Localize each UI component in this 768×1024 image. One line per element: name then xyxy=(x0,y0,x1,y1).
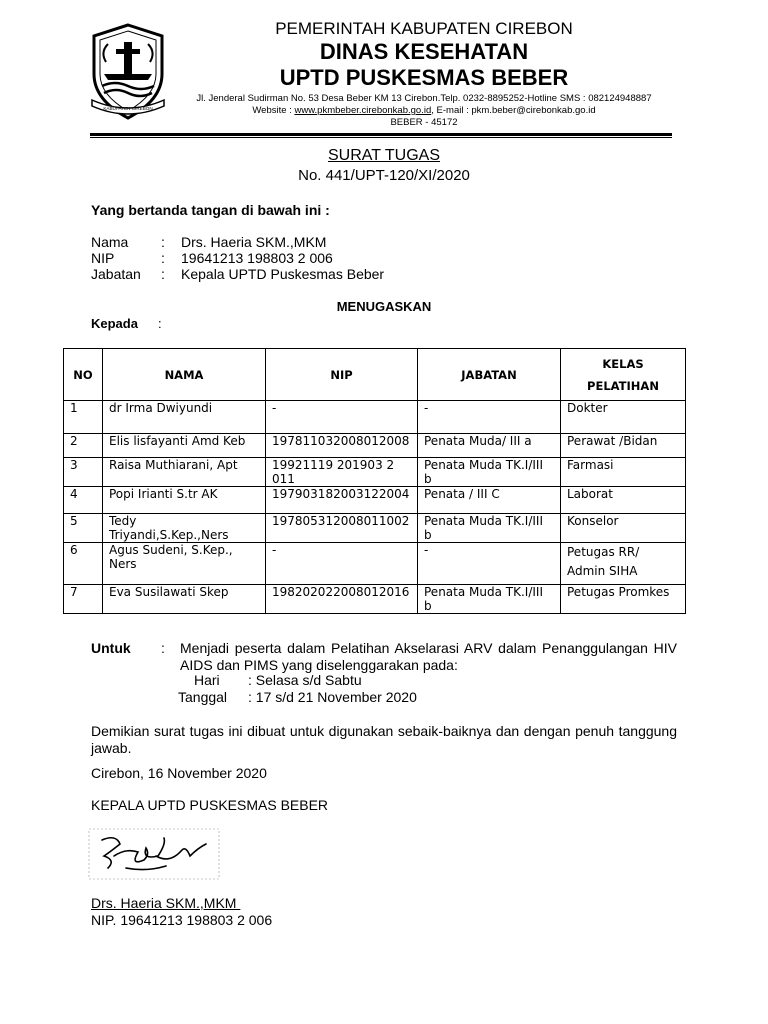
purpose-label: Untuk xyxy=(91,640,131,656)
cell-jabatan: - xyxy=(418,401,561,434)
cell-no: 7 xyxy=(64,585,103,614)
to-label: Kepada xyxy=(91,316,138,331)
col-kelas: KELAS PELATIHAN xyxy=(561,349,686,401)
cell-jabatan: Penata / III C xyxy=(418,487,561,514)
intro-text: Yang bertanda tangan di bawah ini : xyxy=(91,202,330,218)
cell-no: 4 xyxy=(64,487,103,514)
letterhead-unit: UPTD PUSKESMAS BEBER xyxy=(279,65,569,90)
table-row xyxy=(64,458,686,487)
cell-jabatan: Penata Muda/ III a xyxy=(418,434,561,458)
letterhead-city: BEBER - 45172 xyxy=(390,117,458,128)
field-sep-nama: : xyxy=(161,234,165,250)
field-value-nama: Drs. Haeria SKM.,MKM xyxy=(181,234,327,250)
to-sep: : xyxy=(158,316,162,331)
cell-nama: Elis lisfayanti Amd Keb xyxy=(103,434,266,458)
letterhead-rule-thick xyxy=(90,133,672,136)
cell-nip: 197805312008011002 xyxy=(266,514,418,543)
cell-nip: 197811032008012008 xyxy=(266,434,418,458)
cell-nip: - xyxy=(266,543,418,585)
cell-no: 5 xyxy=(64,514,103,543)
cell-kelas: Dokter xyxy=(561,401,686,434)
table-row xyxy=(64,401,686,434)
field-value-jabatan: Kepala UPTD Puskesmas Beber xyxy=(181,266,385,282)
letter-number: No. 441/UPT-120/XI/2020 xyxy=(298,167,470,184)
table-row xyxy=(64,543,686,585)
day-label: Hari xyxy=(194,672,220,688)
table-row xyxy=(64,514,686,543)
cell-jabatan: Penata Muda TK.I/III b xyxy=(418,585,561,614)
cell-nip: - xyxy=(266,401,418,434)
col-nip: NIP xyxy=(266,349,418,401)
cell-jabatan: - xyxy=(418,543,561,585)
cell-nama: Agus Sudeni, S.Kep., Ners xyxy=(103,543,266,585)
purpose-sep: : xyxy=(161,640,165,656)
cell-nip: 19921119 201903 2 011 xyxy=(266,458,418,487)
letterhead-contact xyxy=(180,105,668,117)
purpose-text: Menjadi peserta dalam Pelatihan Akselarasi ARV dalam Penanggulangan HIV AIDS dan PIMS yang diselenggarakan pada: xyxy=(180,640,677,673)
place-date: Cirebon, 16 November 2020 xyxy=(91,765,267,781)
signature-image xyxy=(86,826,222,882)
assignee-table xyxy=(63,348,686,614)
cell-no: 3 xyxy=(64,458,103,487)
col-jabatan: JABATAN xyxy=(418,349,561,401)
cell-no: 1 xyxy=(64,401,103,434)
cell-kelas: Petugas RR/ Admin SIHA xyxy=(561,543,686,585)
field-label-nip: NIP xyxy=(91,250,115,266)
cell-nip: 198202022008012016 xyxy=(266,585,418,614)
field-value-nip: 19641213 198803 2 006 xyxy=(181,250,333,266)
signer-name: Drs. Haeria SKM.,MKM xyxy=(91,895,241,911)
cell-jabatan: Penata Muda TK.I/III b xyxy=(418,458,561,487)
cell-nama: Popi Irianti S.tr AK xyxy=(103,487,266,514)
letter-title: SURAT TUGAS xyxy=(327,147,441,164)
table-row xyxy=(64,487,686,514)
cell-kelas: Konselor xyxy=(561,514,686,543)
cell-nama: Raisa Muthiarani, Apt xyxy=(103,458,266,487)
table-header-row xyxy=(64,349,686,401)
day-value: : Selasa s/d Sabtu xyxy=(248,672,362,688)
cell-nama: dr Irma Dwiyundi xyxy=(103,401,266,434)
col-no: NO xyxy=(64,349,103,401)
letterhead-rule-thin xyxy=(90,137,672,138)
date-label: Tanggal xyxy=(178,689,228,705)
cell-kelas: Laborat xyxy=(561,487,686,514)
closing-text: Demikian surat tugas ini dibuat untuk digunakan sebaik-baiknya dan dengan penuh tanggung jawab. xyxy=(91,723,677,756)
col-nama: NAMA xyxy=(103,349,266,401)
letterhead-address: Jl. Jenderal Sudirman No. 53 Desa Beber KM 13 Cirebon.Telp. 0232-8895252-Hotline SMS : 082124948887 xyxy=(196,93,652,104)
date-value: : 17 s/d 21 November 2020 xyxy=(248,689,417,705)
table-row xyxy=(64,434,686,458)
cell-nama: Tedy Triyandi,S.Kep.,Ners xyxy=(103,514,266,543)
cell-no: 2 xyxy=(64,434,103,458)
cell-kelas: Farmasi xyxy=(561,458,686,487)
signer-nip: NIP. 19641213 198803 2 006 xyxy=(91,912,273,928)
cell-no: 6 xyxy=(64,543,103,585)
cell-nip: 197903182003122004 xyxy=(266,487,418,514)
signer-title: KEPALA UPTD PUSKESMAS BEBER xyxy=(91,797,329,813)
logo-ribbon-text: KABUPATEN CIREBON xyxy=(103,106,153,111)
assign-heading: MENUGASKAN xyxy=(336,299,432,314)
email-text: , E-mail : pkm.beber@cirebonkab.go.id xyxy=(431,105,596,116)
cell-kelas: Petugas Promkes xyxy=(561,585,686,614)
cell-nama: Eva Susilawati Skep xyxy=(103,585,266,614)
field-sep-nip: : xyxy=(161,250,165,266)
table-row xyxy=(64,585,686,614)
website-link[interactable]: www.pkmbeber.cirebonkab.go.id xyxy=(294,105,432,116)
field-sep-jabatan: : xyxy=(161,266,165,282)
field-label-jabatan: Jabatan xyxy=(91,266,141,282)
cell-jabatan: Penata Muda TK.I/III b xyxy=(418,514,561,543)
website-label: Website : xyxy=(252,105,295,116)
cell-kelas: Perawat /Bidan xyxy=(561,434,686,458)
field-label-nama: Nama xyxy=(91,234,129,250)
regency-logo xyxy=(88,22,168,122)
letterhead-department: DINAS KESEHATAN xyxy=(319,39,529,64)
letterhead-government: PEMERINTAH KABUPATEN CIREBON xyxy=(275,19,573,38)
